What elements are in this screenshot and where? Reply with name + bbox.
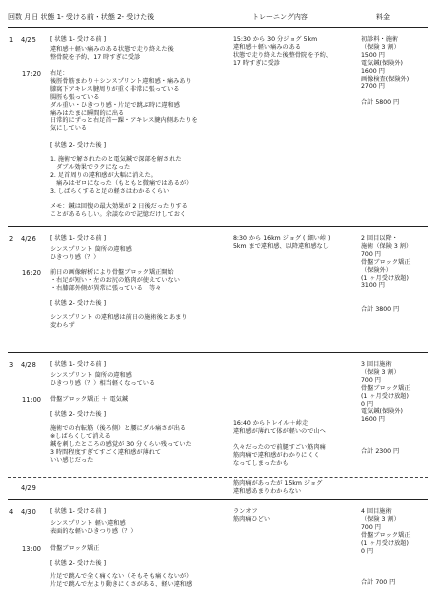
entry-divider	[8, 352, 428, 353]
state-after-label: [ 状態 2- 受けた後 ]	[50, 300, 106, 307]
entry-date: 4/26	[21, 235, 36, 243]
fee-text: 初診料・施術 （保険 3 割） 1500 円 電気鍼(保険外) 1600 円 画像検査(保険外) 2700 円 合計 5800 円	[361, 36, 410, 107]
visit-time: 16:20	[22, 269, 42, 277]
entry-date: 4/25	[21, 36, 36, 44]
state-after-text: シンスプリント の違和感は前日の施術後とあまり 変わらず	[50, 314, 188, 329]
entry-divider	[8, 226, 428, 227]
table-header	[8, 13, 428, 27]
visit-note: 骨盤ブロック矯正 ＋ 電気鍼	[50, 396, 129, 403]
state-before-label: [ 状態 1- 受ける前 ]	[50, 361, 106, 368]
header-fee: 料金	[376, 13, 390, 21]
state-after-text: 1. 施術で解されたのと電気鍼で深部を解された ダブル効果でラクになった 2. 足首周りの違和感が大幅に消えた。 痛みはゼロになった（もともと微痛ではあるが） 3. しばらくすると足の軽さはわかるくらい メモ：鍼は回復の最大効果が 2 日後だったりする ことがあるらしい。余談なので記憶だけしておく	[50, 156, 193, 219]
header-training: トレーニング内容	[252, 13, 308, 21]
state-before-label: [ 状態 1- 受ける前 ]	[50, 36, 106, 43]
state-before-text: シンスプリント 軽い違和感 表面的な軽いひきつり感（？）	[50, 520, 137, 535]
header-rule	[8, 27, 428, 28]
state-after-label: [ 状態 2- 受けた後 ]	[50, 411, 106, 418]
entry-number: 2	[9, 235, 14, 243]
visit-note: 右足： 後脛骨筋まわり＋シンスプリント違和感・痛みあり 膝窩下アキレス腱周りが重く非常に張っている 腸脛も張っている ダル重い・ひきつり感・片足で跳ぶ時に違和感 痛みはたまに瞬間的に出る 日常的にずっと右足首〜踝・アキレス腱内側あたりを 気にしている	[50, 70, 198, 133]
training-text: ランオフ 筋肉痛ひどい	[233, 508, 271, 523]
entry-divider	[8, 499, 428, 500]
fee-text: 3 回目施術 （保険 3 割） 700 円 骨盤ブロック矯正 (1 ヶ月受け放題) 0 円 電気鍼(保険外) 1600 円 合計 2300 円	[361, 361, 411, 455]
entry-date: 4/29	[21, 484, 36, 492]
state-before-text: 違和感＋軽い痛みのある状態で走り終えた後 整骨院を予約、17 時すぎに受診	[50, 46, 174, 61]
training-text: 15:30 から 30 分ジョグ 5km 違和感＋軽い痛みのある 状態で走り終えた後整骨院を予約、 17 時すぎに受診	[233, 36, 332, 67]
state-after-label: [ 状態 2- 受けた後 ]	[50, 142, 106, 149]
entry-number: 3	[9, 361, 14, 369]
training-text: 筋肉痛があったが 15km ジョグ 違和感あまりわからない	[233, 480, 323, 495]
training-text: 16:40 からトレイル＋峠走 違和感が薄れて体が軽いので山へ 久々だったので前腿すごい筋肉痛 筋肉痛で違和感がわかりにくく なってしまったかも	[233, 420, 326, 467]
fee-text: 4 回目施術 （保険 3 割） 700 円 骨盤ブロック矯正 (1 ヶ月受け放題) 0 円 合計 700 円	[361, 508, 411, 587]
training-text: 8:30 から 16km ジョグ ( 細い峠 ) 5km まで違和感、以降違和感なし	[233, 235, 331, 250]
visit-note: 骨盤ブロック矯正	[50, 545, 100, 552]
fee-text: 2 回目以降・ 施術（保険 3 割） 700 円 骨盤ブロック矯正 （保険外） (1 ヶ月受け放題) 3100 円 合計 3800 円	[361, 235, 413, 314]
visit-time: 17:20	[22, 70, 42, 78]
visit-time: 11:00	[22, 396, 42, 404]
state-after-text: 施術での右転筋（後ろ側）と腰にダル痛さが出る ※しばらくして消える 鍼を刺したところの感覚が 30 分くらい残っていた 3 時間程度すぎてすごく違和感が薄れて いい感じだった	[50, 425, 192, 464]
visit-time: 13:00	[22, 545, 42, 553]
state-after-text: 片足で跳んで全く痛くない（そもそも痛くないが） 片足で跳んで左より動きにくさがある、軽い違和感	[50, 573, 193, 588]
state-before-text: シンスプリント 箇所の違和感 ひきつり感（？）相当軽くなっている	[50, 372, 156, 387]
state-before-label: [ 状態 1- 受ける前 ]	[50, 508, 106, 515]
visit-note: 前日の画像解析により骨盤ブロック矯正開始 ・右足が短い・左のお尻の筋肉が使えていない ・右膝部外側が異常に張っている 等々	[50, 269, 180, 292]
entry-date: 4/30	[21, 508, 36, 516]
entry-number: 1	[9, 36, 14, 44]
state-after-label: [ 状態 2- 受けた後 ]	[50, 560, 106, 567]
header-date-state: 回数 月日 状態 1- 受ける前・状態 2- 受けた後	[8, 13, 155, 21]
entry-date: 4/28	[21, 361, 36, 369]
entry-divider	[8, 477, 428, 478]
state-before-text: シンスプリント 箇所の違和感 ひきつり感（？）	[50, 246, 132, 261]
state-before-label: [ 状態 1- 受ける前 ]	[50, 235, 106, 242]
entry-number: 4	[9, 508, 14, 516]
